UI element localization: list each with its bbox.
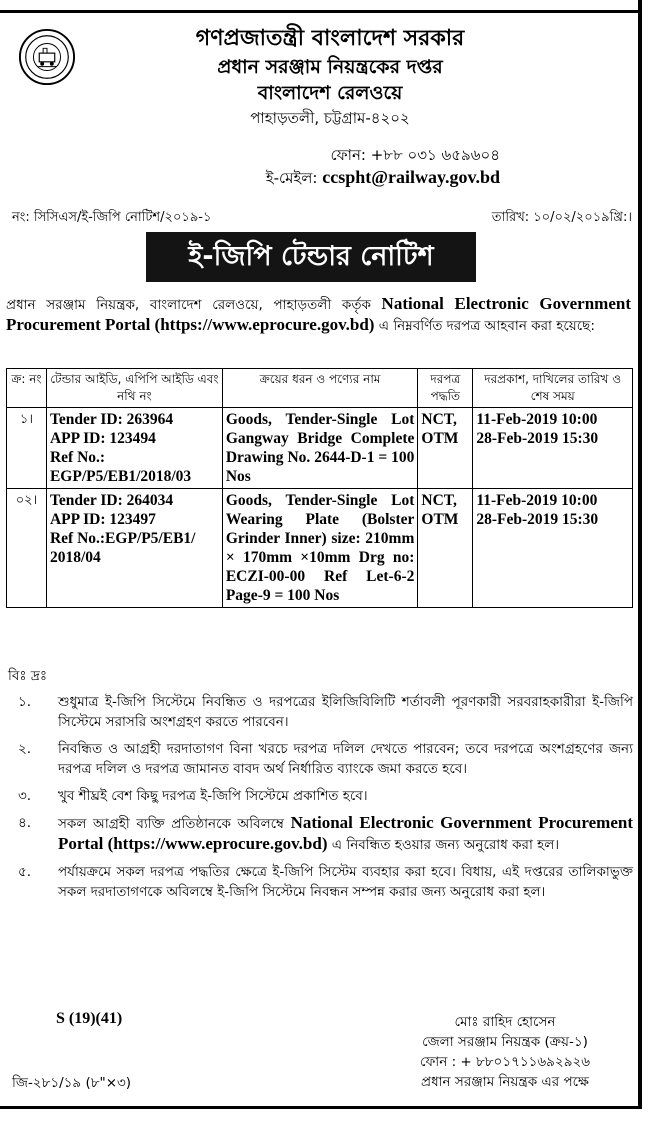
row-dates bbox=[473, 408, 633, 489]
tender-id: Tender ID: 264034 bbox=[49, 492, 174, 509]
note-text-pre: সকল আগ্রহী ব্যক্তি প্রতিষ্ঠানকে অবিলম্বে bbox=[58, 816, 291, 832]
row-method: NCT, OTM bbox=[418, 489, 473, 608]
footer-code: জি-২৮১/১৯ (৮"×৩) bbox=[12, 1075, 132, 1091]
ref-no: Ref No.:EGP/P5/EB1/ 2018/04 bbox=[49, 530, 196, 566]
note-text-post: এ নিবন্ধিত হওয়ার জন্য অনুরোধ করা হল। bbox=[327, 837, 560, 853]
row-goods: Goods, Tender-Single Lot Wearing Plate (Bolster Grinder Inner) size: 210mm × 170mm ×10mm Drg no: ECZI-00-00 Ref Let-6-2 Page-9 = 100 Nos bbox=[222, 489, 418, 608]
note-text: নিবন্ধিত ও আগ্রহী দরদাতাগণ বিনা খরচে দরপত্র দলিল দেখতে পারবেন; তবে দরপত্রে অংশগ্রহণের জন্য দরপত্র দলিল ও দরপত্র জামানত বাবদ অর্থ নির্ধারিত ব্যাংকে জমা করতে হবে। bbox=[58, 741, 633, 777]
note-number: ৪. bbox=[18, 815, 32, 831]
note-item bbox=[8, 692, 633, 732]
app-id: APP ID: 123494 bbox=[49, 430, 156, 447]
closing-date: 28-Feb-2019 15:30 bbox=[476, 430, 599, 447]
note-number: ২. bbox=[18, 741, 32, 757]
header-dates: দরপ্রকাশ, দাখিলের তারিখ ও শেষ সময় bbox=[473, 369, 633, 408]
office-header bbox=[110, 24, 550, 130]
note-text: শুধুমাত্র ই-জিপি সিস্টেমে নিবন্ধিত ও দরপত্রের ইলিজিবিলিটি শর্তাবলী পূরণকারী সরবরাহকারীরা ই-জিপি সিস্টেমে সরাসরি অংশগ্রহণ করতে পারবেন। bbox=[58, 694, 633, 730]
signature-block bbox=[380, 1012, 630, 1092]
note-number: ১. bbox=[18, 694, 32, 710]
organization-title: বাংলাদেশ রেলওয়ে bbox=[257, 82, 403, 104]
intro-paragraph bbox=[6, 294, 631, 336]
note-text: পর্যায়ক্রমে সকল দরপত্র পদ্ধতির ক্ষেত্রে ই-জিপি সিস্টেম ব্যবহার করা হবে। বিধায়, এই দপ্তরের তালিকাভুক্ত সকল দরদাতাগণকে অবিলম্বে ই-জিপি সিস্টেমে নিবন্ধন সম্পন্ন করার জন্য অনুরোধ করা হল। bbox=[58, 864, 633, 900]
header-ids: টেন্ডার আইডি, এপিপি আইডি এবং নথি নং bbox=[46, 369, 222, 408]
signatory-phone: ফোন : + ৮৮০১৭১১৬৯২৯২৬ bbox=[419, 1054, 591, 1070]
railway-seal-icon bbox=[18, 28, 76, 86]
notes-title: বিঃ দ্রঃ bbox=[8, 668, 48, 684]
row-serial: ১। bbox=[7, 408, 47, 489]
tender-table bbox=[6, 368, 633, 608]
contact-block bbox=[200, 144, 500, 189]
signatory-designation: জেলা সরঞ্জাম নিয়ন্ত্রক (ক্রয়-১) bbox=[422, 1034, 588, 1050]
ref-no: Ref No.: EGP/P5/EB1/2018/03 bbox=[49, 449, 192, 485]
row-method: NCT, OTM bbox=[418, 408, 473, 489]
notes-section bbox=[8, 666, 633, 909]
note-text bbox=[58, 813, 633, 855]
office-email-line bbox=[200, 166, 500, 189]
notice-title-banner: ই-জিপি টেন্ডার নোটিশ bbox=[146, 232, 476, 282]
office-phone: ফোন: +৮৮ ০৩১ ৬৫৯৬০৪ bbox=[330, 146, 500, 164]
tender-id: Tender ID: 263964 bbox=[49, 411, 174, 428]
header-method: দরপত্র পদ্ধতি bbox=[418, 369, 473, 408]
note-text: খুব শীঘ্রই বেশ কিছু দরপত্র ই-জিপি সিস্টেমে প্রকাশিত হবে। bbox=[58, 788, 368, 804]
table-row bbox=[7, 489, 633, 608]
email-label: ই-মেইল: bbox=[265, 169, 323, 187]
row-dates bbox=[473, 489, 633, 608]
page-top-border bbox=[0, 0, 640, 13]
intro-text-part1: প্রধান সরঞ্জাম নিয়ন্ত্রক, বাংলাদেশ রেলওয়ে, পাহাড়তলী কর্তৃক bbox=[6, 297, 382, 313]
office-title: প্রধান সরঞ্জাম নিয়ন্ত্রকের দপ্তর bbox=[217, 56, 443, 78]
header-serial: ক্র: নং bbox=[7, 369, 47, 408]
office-email[interactable]: ccspht@railway.gov.bd bbox=[322, 167, 500, 187]
note-number: ৩. bbox=[18, 788, 32, 804]
note-number: ৫. bbox=[18, 864, 32, 880]
memo-number: নং: সিসিএস/ই-জিপি নোটিশ/২০১৯-১ bbox=[12, 210, 212, 225]
signatory-name: মোঃ রাহিদ হোসেন bbox=[454, 1014, 556, 1030]
signatory-on-behalf: প্রধান সরঞ্জাম নিয়ন্ত্রক এর পক্ষে bbox=[421, 1074, 589, 1090]
government-title: গণপ্রজাতন্ত্রী বাংলাদেশ সরকার bbox=[195, 26, 465, 51]
portal-link[interactable]: National Electronic Government Procurement Portal (https://www.eprocure.gov.bd) bbox=[6, 294, 631, 334]
row-serial: ০২। bbox=[7, 489, 47, 608]
intro-text-part2: এ নিম্নবর্ণিত দরপত্র আহবান করা হয়েছে: bbox=[374, 318, 595, 334]
row-ids bbox=[46, 408, 222, 489]
note-item bbox=[8, 739, 633, 779]
table-header-row bbox=[7, 369, 633, 408]
closing-date: 28-Feb-2019 15:30 bbox=[476, 511, 599, 528]
publish-date: 11-Feb-2019 10:00 bbox=[476, 411, 598, 428]
row-goods: Goods, Tender-Single Lot Gangway Bridge Complete Drawing No. 2644-D-1 = 100 Nos bbox=[222, 408, 418, 489]
publish-date: 11-Feb-2019 10:00 bbox=[476, 492, 598, 509]
page-bottom-border bbox=[0, 1106, 642, 1109]
note-item bbox=[8, 813, 633, 855]
note-item bbox=[8, 786, 633, 806]
header-goods: ক্রয়ের ধরন ও পণ্যের নাম bbox=[222, 369, 418, 408]
portal-link[interactable]: National Electronic Government Procurement Portal (https://www.eprocure.gov.bd) bbox=[58, 813, 633, 853]
publication-ref-code: S (19)(41) bbox=[56, 1010, 123, 1027]
memo-date: তারিখ: ১০/০২/২০১৯খ্রি:। bbox=[491, 210, 632, 225]
app-id: APP ID: 123497 bbox=[49, 511, 156, 528]
page-right-border bbox=[638, 0, 642, 1108]
table-row bbox=[7, 408, 633, 489]
note-item bbox=[8, 862, 633, 902]
row-ids bbox=[46, 489, 222, 608]
office-address: পাহাড়তলী, চট্টগ্রাম-৪২০২ bbox=[250, 109, 410, 127]
